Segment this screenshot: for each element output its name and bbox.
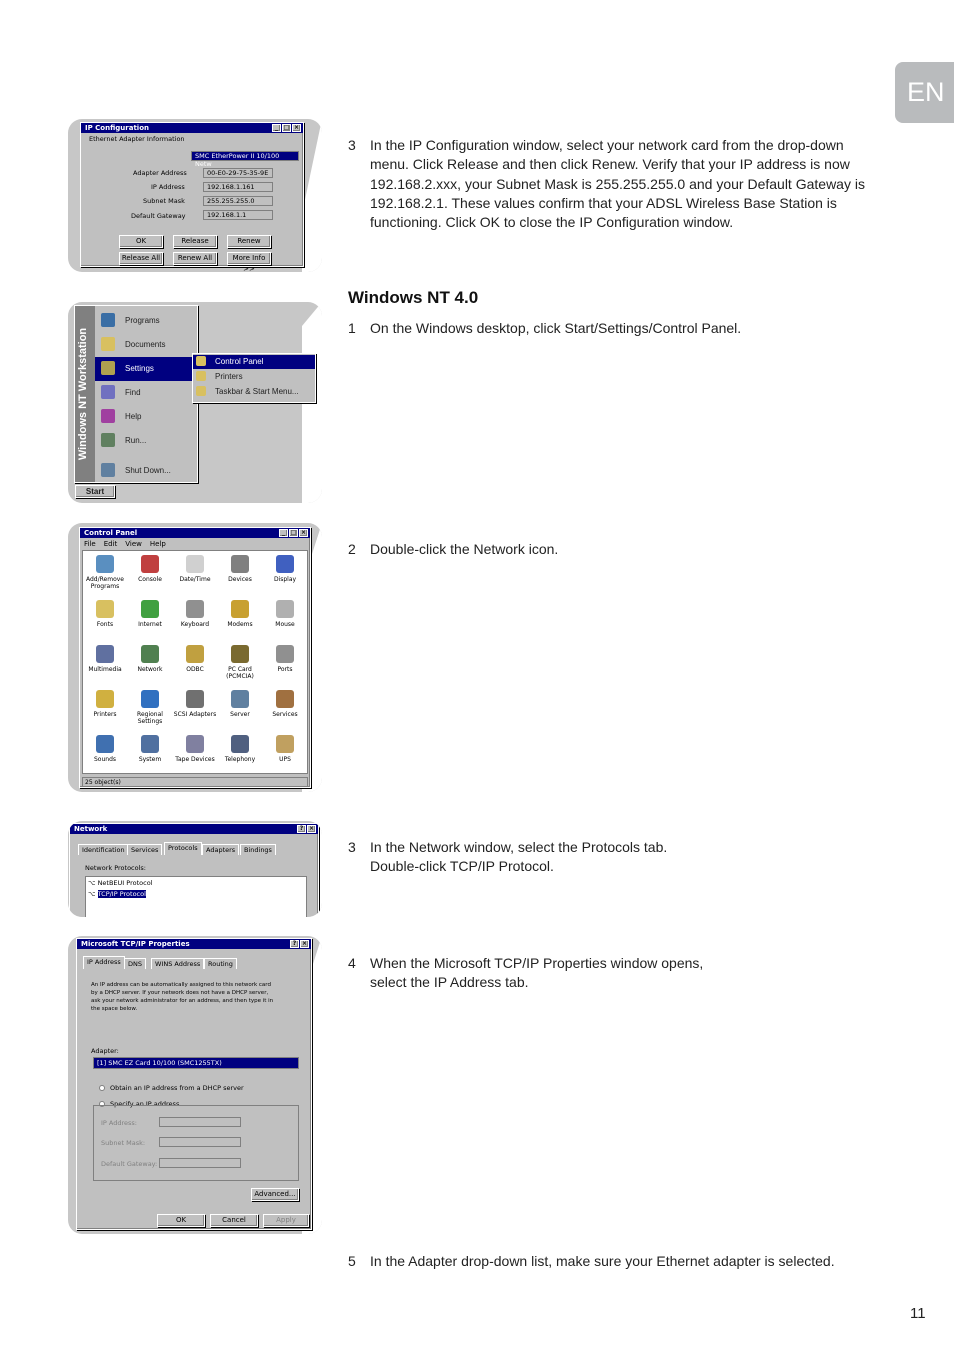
close-icon[interactable]: × (301, 940, 308, 947)
minimize-icon[interactable]: _ (279, 529, 288, 537)
control-panel-item[interactable] (263, 600, 307, 628)
tab-dns[interactable]: DNS (124, 958, 146, 969)
radio-dhcp[interactable] (99, 1085, 105, 1091)
default-gateway-value: 192.168.1.1 (203, 210, 273, 220)
programs-icon (101, 313, 115, 327)
ip-address-value: 192.168.1.161 (203, 182, 273, 192)
control-panel-item-label: Mouse (275, 621, 295, 628)
step-line: 192.168.2.1. These values confirm that your ADSL Wireless Base Station is (370, 194, 837, 211)
screenshot-ip-configuration (68, 119, 322, 272)
help-icon[interactable]: ? (290, 940, 299, 948)
icon-area (82, 550, 308, 774)
control-panel-item-label: Modems (227, 621, 253, 628)
default-gateway-label: Default Gateway: (101, 1160, 158, 1168)
control-panel-item[interactable] (173, 690, 217, 718)
control-panel-item[interactable] (128, 690, 172, 725)
step-line: functioning. Click OK to close the IP Configuration window. (370, 214, 734, 231)
menu-run[interactable]: Run... (125, 436, 147, 445)
protocol-tcpip[interactable]: TCP/IP Protocol (97, 890, 146, 898)
control-panel-item[interactable] (83, 555, 127, 590)
network-title: Network (74, 825, 108, 833)
radio-specify-label: Specify an IP address (110, 1100, 180, 1108)
tab-identification[interactable]: Identification (78, 844, 129, 855)
desc-line: ask your network administrator for an address, and then type it in (91, 998, 274, 1004)
control-panel-item-label: Devices (228, 576, 252, 583)
desc-line: by a DHCP server. If your network does not have a DHCP server, (91, 990, 269, 996)
control-panel-item[interactable] (83, 600, 127, 628)
menu-find[interactable]: Find (125, 388, 141, 397)
screenshot-tcpip-properties (68, 936, 322, 1234)
menu-view[interactable]: View (125, 540, 142, 548)
protocols-list-label: Network Protocols: (85, 864, 146, 872)
control-panel-item-label: Add/Remove Programs (86, 576, 124, 590)
ok-button[interactable]: OK (119, 235, 163, 248)
section-heading: Windows NT 4.0 (348, 288, 479, 307)
control-panel-item[interactable] (128, 600, 172, 628)
radio-dhcp-label: Obtain an IP address from a DHCP server (110, 1084, 244, 1092)
control-panel-item-label: Multimedia (88, 666, 122, 673)
ipconfig-title: IP Configuration (85, 124, 149, 132)
protocol-netbeui[interactable]: NetBEUI Protocol (97, 879, 153, 887)
tcpip-title: Microsoft TCP/IP Properties (81, 940, 190, 948)
console-icon (141, 555, 159, 573)
control-panel-item[interactable] (218, 690, 262, 718)
control-panel-item[interactable] (173, 645, 217, 673)
control-panel-item[interactable] (83, 645, 127, 673)
printers-icon (96, 690, 114, 708)
control-panel-item-label: SCSI Adapters (173, 711, 217, 718)
ip-address-label: IP Address (151, 183, 185, 191)
date-time-icon (186, 555, 204, 573)
renew-button[interactable]: Renew (227, 235, 271, 248)
tab-protocols[interactable]: Protocols (164, 842, 202, 855)
devices-icon (231, 555, 249, 573)
control-panel-icon (196, 356, 206, 366)
start-banner: Windows NT Workstation (77, 327, 89, 461)
step-line: On the Windows desktop, click Start/Settings/Control Panel. (370, 320, 742, 336)
screenshot-control-panel (68, 523, 322, 792)
step-number: 4 (348, 955, 356, 971)
advanced-button[interactable]: Advanced... (251, 1188, 299, 1201)
step-line: select the IP Address tab. (370, 974, 529, 991)
protocols-list[interactable] (85, 876, 307, 917)
control-panel-item-label: Regional Settings (137, 711, 163, 725)
tab-bindings[interactable]: Bindings (240, 844, 276, 855)
close-icon[interactable]: × (300, 529, 307, 536)
step-line: Double-click TCP/IP Protocol. (370, 858, 554, 875)
frame-wedge (302, 119, 322, 272)
step-3-nt (348, 838, 888, 878)
step-line: In the Network window, select the Protocols tab. (370, 839, 668, 855)
step-number: 1 (348, 320, 356, 336)
submenu-printers[interactable]: Printers (215, 372, 243, 381)
control-panel-item[interactable] (128, 555, 172, 583)
control-panel-item-label: Printers (93, 711, 117, 718)
ipconfig-window (80, 122, 304, 272)
printers-icon (196, 371, 206, 381)
control-panel-item-label: Telephony (224, 756, 256, 763)
adapter-address-value: 00-E0-29-75-35-9E (203, 168, 273, 178)
odbc-icon (186, 645, 204, 663)
documents-icon (101, 337, 115, 351)
control-panel-item[interactable] (263, 555, 307, 583)
regional-settings-icon (141, 690, 159, 708)
control-panel-item[interactable] (83, 735, 127, 763)
ip-description (91, 981, 273, 1013)
menu-settings[interactable]: Settings (125, 364, 154, 373)
control-panel-item[interactable] (263, 690, 307, 718)
menu-edit[interactable]: Edit (103, 540, 118, 548)
status-bar: 25 object(s) (82, 777, 308, 787)
control-panel-item-label: Console (138, 576, 162, 583)
control-panel-item[interactable] (83, 690, 127, 718)
control-panel-item-label: Display (273, 576, 297, 583)
renew-all-button[interactable]: Renew All (173, 252, 217, 265)
mouse-icon (276, 600, 294, 618)
start-menu (74, 305, 198, 483)
help-icon (101, 409, 115, 423)
adapter-dropdown[interactable]: [1] SMC EZ Card 10/100 (SMC1255TX) (93, 1057, 299, 1069)
control-panel-title: Control Panel (84, 529, 138, 537)
multimedia-icon (96, 645, 114, 663)
step-2-nt (348, 540, 888, 560)
close-icon[interactable]: × (293, 124, 300, 131)
settings-submenu (192, 353, 316, 403)
desc-line: the space below. (91, 1006, 138, 1012)
fonts-icon (96, 600, 114, 618)
control-panel-item-label: Tape Devices (175, 756, 215, 763)
more-info-button[interactable]: More Info >> (227, 252, 271, 265)
control-panel-item-label: Keyboard (180, 621, 210, 628)
menu-help[interactable]: Help (149, 540, 166, 548)
ups-icon (276, 735, 294, 753)
ipconfig-group-label: Ethernet Adapter Information (89, 135, 185, 143)
control-panel-item[interactable] (218, 735, 262, 763)
tape-devices-icon (186, 735, 204, 753)
tab-adapters[interactable]: Adapters (202, 844, 239, 855)
control-panel-item-label: Sounds (93, 756, 117, 763)
step-number: 2 (348, 541, 356, 557)
subnet-mask-label: Subnet Mask (143, 197, 185, 205)
tab-ip-address[interactable]: IP Address (83, 956, 125, 969)
screenshot-network (68, 821, 322, 917)
control-panel-item[interactable] (173, 555, 217, 583)
adapter-address-label: Adapter Address (133, 169, 187, 177)
control-panel-item-label: Server (230, 711, 250, 718)
network-window (69, 823, 319, 917)
services-icon (276, 690, 294, 708)
control-panel-item[interactable] (263, 735, 307, 763)
step-3-ipconfig (348, 136, 888, 236)
step-number: 5 (348, 1253, 356, 1269)
control-panel-item-label: Date/Time (179, 576, 211, 583)
adapter-select[interactable]: SMC EtherPower II 10/100 Netw (191, 151, 299, 161)
menu-documents[interactable]: Documents (125, 340, 166, 349)
help-icon[interactable]: ? (297, 825, 306, 833)
control-panel-item-label: System (138, 756, 162, 763)
step-4-nt (348, 954, 888, 994)
maximize-icon[interactable]: □ (290, 529, 297, 536)
tcpip-window (76, 938, 312, 1230)
tab-routing[interactable]: Routing (204, 958, 237, 969)
step-line: In the IP Configuration window, select your network card from the drop-down (370, 137, 844, 153)
modems-icon (231, 600, 249, 618)
protocol-icon: ⌥ (88, 890, 98, 898)
run-icon (101, 433, 115, 447)
step-line: In the Adapter drop-down list, make sure your Ethernet adapter is selected. (370, 1253, 835, 1269)
system-icon (141, 735, 159, 753)
step-line: Double-click the Network icon. (370, 541, 559, 557)
apply-button[interactable]: Apply (263, 1214, 309, 1227)
control-panel-item-label: Internet (138, 621, 162, 628)
control-panel-item[interactable] (218, 555, 262, 583)
control-panel-item[interactable] (263, 645, 307, 673)
network-icon (141, 645, 159, 663)
control-panel-item-label: ODBC (186, 666, 204, 673)
ports-icon (276, 645, 294, 663)
settings-icon (101, 361, 115, 375)
submenu-control-panel[interactable]: Control Panel (215, 357, 264, 366)
menu-programs[interactable]: Programs (125, 316, 160, 325)
cancel-button[interactable]: Cancel (210, 1214, 258, 1227)
menu-help[interactable]: Help (125, 412, 142, 421)
adapter-label: Adapter: (91, 1047, 119, 1055)
control-panel-item-label: UPS (279, 756, 291, 763)
control-panel-window (79, 527, 311, 788)
submenu-taskbar[interactable]: Taskbar & Start Menu... (215, 387, 299, 396)
pc-card-pcmcia-icon (231, 645, 249, 663)
control-panel-item[interactable] (173, 600, 217, 628)
ip-address-label: IP Address: (101, 1119, 137, 1127)
ip-address-input[interactable] (159, 1117, 241, 1127)
server-icon (231, 690, 249, 708)
start-button[interactable]: Start (75, 485, 115, 498)
control-panel-item[interactable] (218, 600, 262, 628)
protocol-icon: ⌥ (88, 879, 98, 887)
sounds-icon (96, 735, 114, 753)
shutdown-icon (101, 463, 115, 477)
menu-file[interactable]: File (84, 540, 96, 548)
control-panel-item[interactable] (218, 645, 262, 680)
display-icon (276, 555, 294, 573)
control-panel-item-label: Ports (277, 666, 293, 673)
keyboard-icon (186, 600, 204, 618)
step-number: 3 (348, 137, 356, 153)
step-line: When the Microsoft TCP/IP Properties window opens, (370, 955, 704, 971)
ok-button[interactable]: OK (157, 1214, 205, 1227)
tab-wins-address[interactable]: WINS Address (151, 958, 204, 969)
control-panel-item[interactable] (128, 645, 172, 673)
subnet-mask-value: 255.255.255.0 (203, 196, 273, 206)
control-panel-item-label: Network (137, 666, 163, 673)
scsi-adapters-icon (186, 690, 204, 708)
menu-shutdown[interactable]: Shut Down... (125, 466, 171, 475)
language-tab: EN (895, 62, 954, 123)
step-number: 3 (348, 839, 356, 855)
menu-bar (84, 540, 166, 548)
default-gateway-label: Default Gateway (131, 212, 186, 220)
page-number: 11 (910, 1305, 926, 1322)
desc-line: An IP address can be automatically assigned to this network card (91, 982, 271, 988)
control-panel-item[interactable] (173, 735, 217, 763)
control-panel-item-label: Services (272, 711, 298, 718)
telephony-icon (231, 735, 249, 753)
maximize-icon[interactable]: □ (283, 124, 290, 131)
control-panel-item-label: PC Card (PCMCIA) (226, 666, 254, 680)
find-icon (101, 385, 115, 399)
step-5-nt (348, 1252, 908, 1272)
subnet-mask-input[interactable] (159, 1137, 241, 1147)
internet-icon (141, 600, 159, 618)
default-gateway-input[interactable] (159, 1158, 241, 1168)
step-line: 192.168.2.xxx, your Subnet Mask is 255.255.255.0 and your Default Gateway is (370, 175, 865, 192)
step-1-nt (348, 319, 888, 339)
screenshot-start-menu (68, 302, 322, 503)
taskbar-icon (196, 386, 206, 396)
step-line: menu. Click Release and then click Renew. Verify that your IP address is now (370, 156, 850, 173)
close-icon[interactable]: × (308, 825, 315, 832)
control-panel-item[interactable] (128, 735, 172, 763)
minimize-icon[interactable]: _ (272, 124, 281, 132)
subnet-mask-label: Subnet Mask: (101, 1139, 146, 1147)
control-panel-item-label: Fonts (96, 621, 114, 628)
release-all-button[interactable]: Release All (119, 252, 163, 265)
add-remove-programs-icon (96, 555, 114, 573)
tab-services[interactable]: Services (127, 844, 162, 855)
release-button[interactable]: Release (173, 235, 217, 248)
